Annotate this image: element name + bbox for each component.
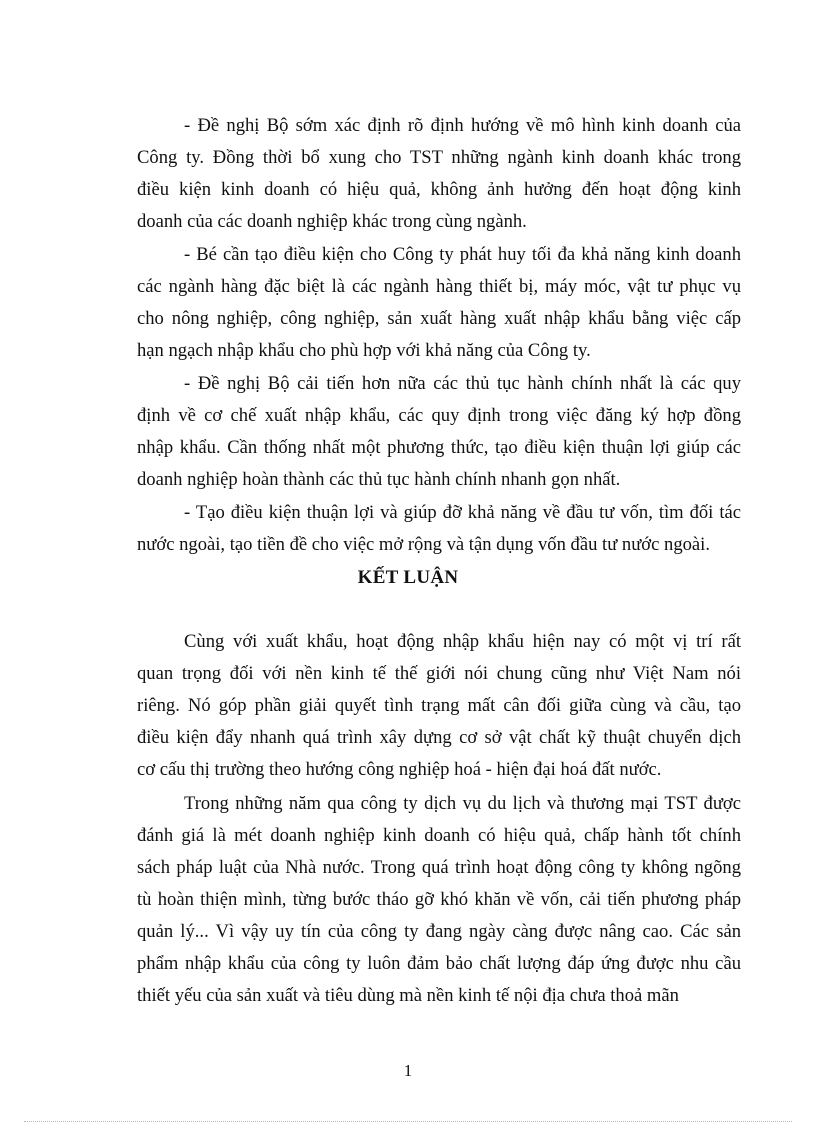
- text-line: nhập khẩu. Cần thống nhất một phương thức, tạo điều kiện thuận lợi giúp các: [137, 437, 741, 458]
- text-line: - Đề nghị Bộ cải tiến hơn nữa các thủ tục hành chính nhất là các quy: [184, 373, 741, 394]
- text-line: Công ty. Đồng thời bổ xung cho TST những ngành kinh doanh khác trong: [137, 147, 741, 168]
- page-number: 1: [403, 1061, 413, 1080]
- text-line: doanh nghiệp hoàn thành các thủ tục hành chính nhanh gọn nhất.: [137, 469, 621, 490]
- text-line: điều kiện đẩy nhanh quá trình xây dựng cơ sở vật chất kỹ thuật chuyển dịch: [137, 727, 741, 748]
- text-line: quản lý... Vì vậy uy tín của công ty đang ngày càng được nâng cao. Các sản: [137, 921, 741, 942]
- conclusion-heading: KẾT LUẬN: [357, 567, 459, 588]
- text-line: cho nông nghiệp, công nghiệp, sản xuất hàng xuất nhập khẩu bằng việc cấp: [137, 308, 741, 329]
- text-line: sách pháp luật của Nhà nước. Trong quá trình hoạt động công ty không ngõng: [137, 857, 741, 878]
- text-line: Trong những năm qua công ty dịch vụ du lịch và thương mại TST được: [184, 793, 741, 814]
- page-bottom-divider: [24, 1121, 792, 1122]
- text-line: các ngành hàng đặc biệt là các ngành hàng thiết bị, máy móc, vật tư phục vụ: [137, 276, 741, 297]
- text-line: riêng. Nó góp phần giải quyết tình trạng mất cân đối giữa cùng và cầu, tạo: [137, 695, 741, 716]
- text-line: thiết yếu của sản xuất và tiêu dùng mà nền kinh tế nội địa chưa thoả mãn: [137, 985, 679, 1006]
- text-line: - Đề nghị Bộ sớm xác định rõ định hướng về mô hình kinh doanh của: [184, 115, 741, 136]
- text-line: Cùng với xuất khẩu, hoạt động nhập khẩu hiện nay có một vị trí rất: [184, 631, 741, 652]
- text-line: điều kiện kinh doanh có hiệu quả, không ảnh hưởng đến hoạt động kinh: [137, 179, 741, 200]
- text-line: hạn ngạch nhập khẩu cho phù hợp với khả năng của Công ty.: [137, 340, 591, 361]
- text-line: định về cơ chế xuất nhập khẩu, các quy định trong việc đăng ký hợp đồng: [137, 405, 741, 426]
- text-line: - Tạo điều kiện thuận lợi và giúp đỡ khả năng về đầu tư vốn, tìm đối tác: [184, 502, 741, 523]
- text-line: doanh của các doanh nghiệp khác trong cùng ngành.: [137, 211, 527, 232]
- text-line: quan trọng đối với nền kinh tế thế giới nói chung cũng như Việt Nam nói: [137, 663, 741, 684]
- text-line: - Bé cần tạo điều kiện cho Công ty phát huy tối đa khả năng kinh doanh: [184, 244, 741, 265]
- text-line: nước ngoài, tạo tiền đề cho việc mở rộng và tận dụng vốn đầu tư nước ngoài.: [137, 534, 710, 555]
- text-line: phẩm nhập khẩu của công ty luôn đảm bảo chất lượng đáp ứng được nhu cầu: [137, 953, 741, 974]
- text-line: đánh giá là mét doanh nghiệp kinh doanh có hiệu quả, chấp hành tốt chính: [137, 825, 741, 846]
- text-line: cơ cấu thị trường theo hướng công nghiệp hoá - hiện đại hoá đất nước.: [137, 759, 662, 780]
- text-line: tù hoàn thiện mình, từng bước tháo gỡ khó khăn về vốn, cải tiến phương pháp: [137, 889, 741, 910]
